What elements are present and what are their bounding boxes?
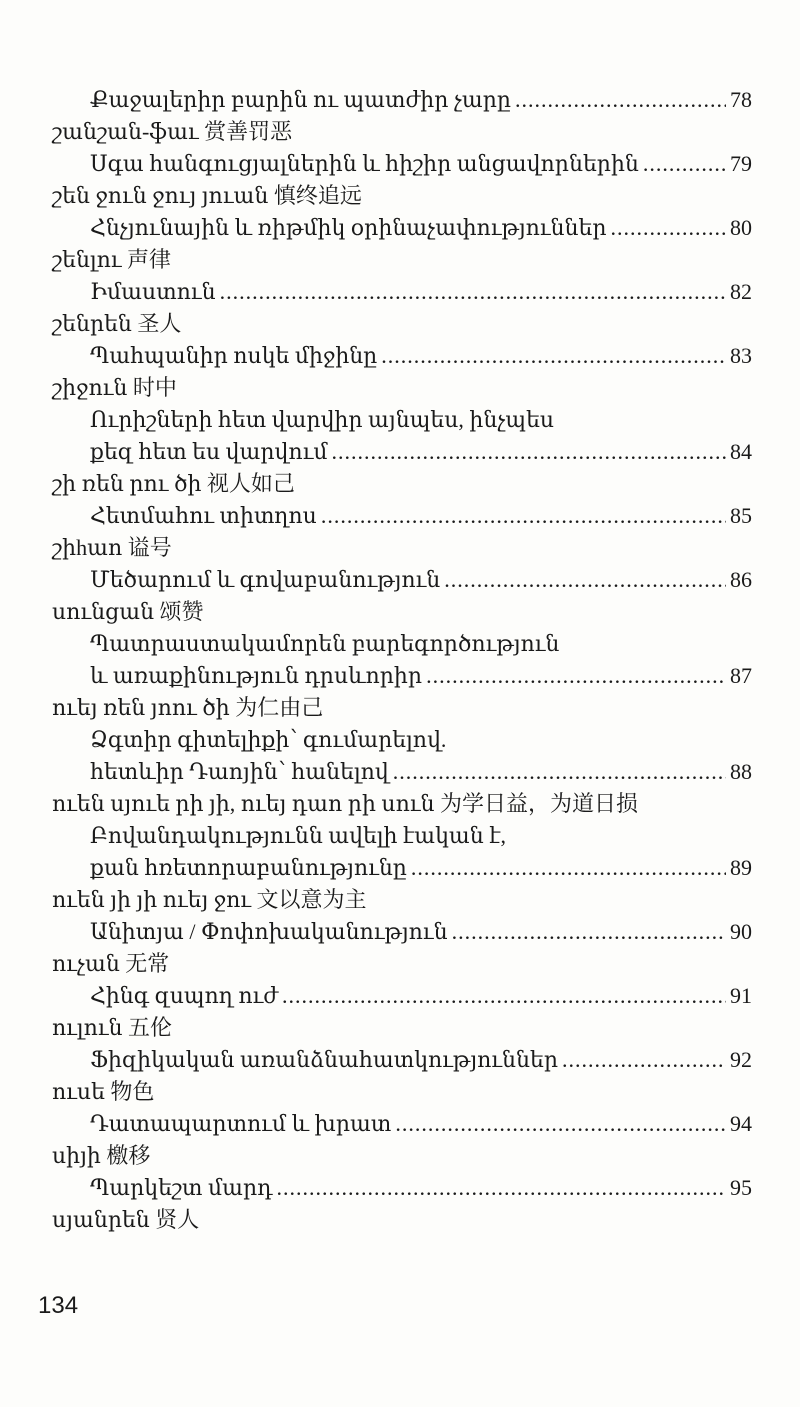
toc-entry-line: Պատրաստակամորեն բարեգործություն [90,631,560,656]
toc-entry-page: 79 [730,151,752,176]
toc-entry [90,148,752,180]
toc-heading: ուեն սյուե րի յի, ուեյ դաո րի սուն 为学日益，为道日损 [52,791,638,816]
toc-entry-page: 89 [730,855,752,880]
toc-entry-page: 86 [730,567,752,592]
toc-entry-line: Ուրիշների հետ վարվիր այնպես, ինչպես [90,407,555,432]
toc-heading: շանշան-ֆաւ 赏善罚恶 [52,119,293,144]
dot-leader [562,1044,726,1076]
toc-heading: սյանրեն 贤人 [52,1207,200,1232]
toc-entry-page: 83 [730,343,752,368]
toc-entry-page: 91 [730,983,752,1008]
dot-leader [452,916,726,948]
dot-leader [282,980,726,1012]
toc-heading: շիջուն 时中 [52,375,177,400]
toc-entry [90,1172,752,1204]
toc-entry-title: հետևիր Դաոյին՝ հանելով [90,759,389,784]
toc-entry-title: Պարկեշտ մարդ [90,1175,273,1200]
toc-heading: շենլու 声律 [52,247,172,272]
toc-entry [90,852,752,884]
dot-leader [395,1108,726,1140]
toc-entry [90,212,752,244]
toc-entry-page: 87 [730,663,752,688]
toc-heading: ուլուն 五伦 [52,1015,173,1040]
toc-entry-title: Հնչյունային և ռիթմիկ օրինաչափություններ [90,215,607,240]
toc-entry-line: Բովանդակությունն ավելի էական է, [90,823,506,848]
toc-entry-page: 95 [730,1175,752,1200]
toc-entry-page: 94 [730,1111,752,1136]
dot-leader [515,84,726,116]
toc-entry [90,980,752,1012]
toc-entry [90,756,752,788]
toc-entry-page: 90 [730,919,752,944]
toc-entry [90,276,752,308]
page-number: 134 [38,1292,79,1319]
dot-leader [332,436,727,468]
toc-entry-title: Հինգ զսպող ուժ [90,983,278,1008]
dot-leader [277,1172,726,1204]
toc-entry-title: Անիտյա / Փոփոխականություն [90,919,448,944]
toc-entry-title: Ֆիզիկական առանձնահատկություններ [90,1047,558,1072]
table-of-contents [52,84,752,1236]
toc-entry [90,84,752,116]
toc-heading: ուչան 无常 [52,951,170,976]
toc-entry [90,500,752,532]
dot-leader [381,340,726,372]
toc-entry-line: Ձգտիր գիտելիքի՝ գումարելով. [90,727,447,752]
toc-entry [90,436,752,468]
dot-leader [411,852,726,884]
toc-entry [90,1108,752,1140]
toc-entry-title: Պահպանիր ոսկե միջինը [90,343,378,368]
toc-entry-page: 82 [730,279,752,304]
toc-entry-page: 85 [730,503,752,528]
toc-entry-title: և առաքինություն դրսևորիր [90,663,423,688]
toc-heading: շիhաո 谥号 [52,535,172,560]
toc-heading: շեն ջուն ջույ յուան 慎终追远 [52,183,362,208]
toc-heading: շենրեն 圣人 [52,311,182,336]
toc-entry-page: 78 [730,87,752,112]
toc-entry [90,916,752,948]
dot-leader [611,212,726,244]
dot-leader [643,148,726,180]
toc-heading: սունցան 颂赞 [52,599,204,624]
toc-entry-title: Դատապարտում և խրատ [90,1111,392,1136]
dot-leader [393,756,726,788]
toc-entry-page: 80 [730,215,752,240]
dot-leader [444,564,726,596]
toc-entry-title: Մեծարում և գովաբանություն [90,567,441,592]
toc-entry-page: 84 [730,439,752,464]
toc-entry [90,564,752,596]
toc-entry-title: Իմաստուն [90,279,216,304]
toc-entry-page: 92 [730,1047,752,1072]
dot-leader [321,500,726,532]
toc-entry-title: քան հռետորաբանությունը [90,855,407,880]
toc-entry-page: 88 [730,759,752,784]
toc-entry [90,340,752,372]
toc-heading: ուսե 物色 [52,1079,155,1104]
toc-entry [90,1044,752,1076]
toc-entry-title: Քաջալերիր բարին ու պատժիր չարը [90,87,511,112]
toc-heading: սիյի 檄移 [52,1143,151,1168]
toc-entry-title: Հետմահու տիտղոս [90,503,317,528]
toc-entry [90,660,752,692]
toc-heading: ուեյ ռեն յոու ծի 为仁由己 [52,695,324,720]
dot-leader [426,660,726,692]
toc-heading: շի ռեն րու ծի 视人如己 [52,471,295,496]
dot-leader [220,276,726,308]
toc-entry-title: Սգա հանգուցյալներին և հիշիր անցավորներին [90,151,639,176]
toc-heading: ուեն յի յի ուեյ ջու 文以意为主 [52,887,367,912]
toc-entry-title: քեզ հետ ես վարվում [90,439,328,464]
